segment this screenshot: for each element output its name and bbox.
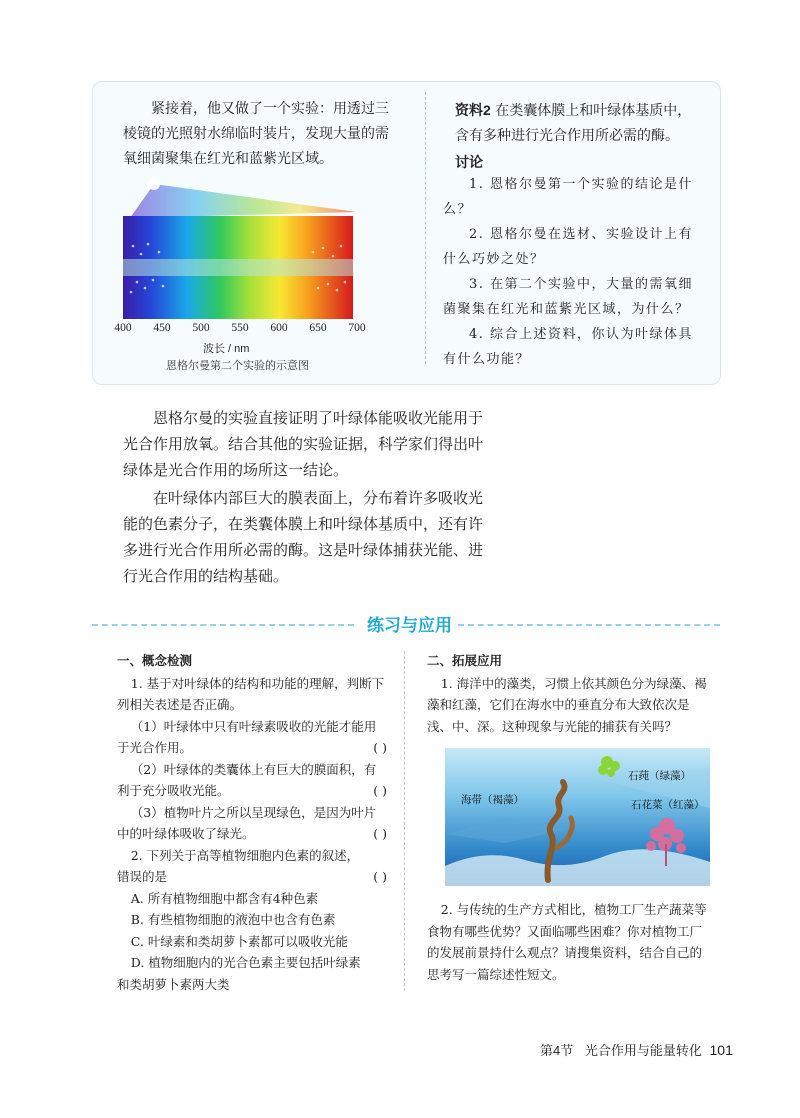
- experiment-text: [123, 97, 389, 172]
- statement-1-line2: 于光合作用。 ( ): [117, 737, 387, 759]
- prism-light-illustration: [130, 172, 360, 220]
- tick-label: 450: [153, 322, 171, 334]
- discussion-question: 1. 恩格尔曼第一个实验的结论是什么？: [443, 177, 694, 217]
- extension-question-1: 1. 海洋中的藻类，习惯上依其颜色分为绿藻、褐藻和红藻，它们在海水中的垂直分布大致依次是浅、中、深。这种现象与光能的捕获有关吗？: [427, 675, 707, 734]
- discussion-question: 4. 综合上述资料，你认为叶绿体具有什么功能？: [443, 327, 694, 367]
- option-d: D. 植物细胞内的光合色素主要包括叶绿素: [130, 955, 361, 970]
- wavelength-axis-label: 波长 / nm: [203, 343, 250, 355]
- footer-title: 光合作用与能量转化: [584, 1043, 702, 1058]
- question-2-line1: 2. 下列关于高等植物细胞内色素的叙述，: [130, 847, 360, 863]
- statement-3-line2: 中的叶绿体吸收了绿光。 ( ): [117, 823, 387, 845]
- discussion-title: 讨论: [455, 154, 483, 170]
- answer-blank[interactable]: ( ): [373, 783, 387, 798]
- section-divider-right: [458, 624, 720, 626]
- tick-label: 700: [348, 322, 366, 334]
- page-number: 101: [709, 1042, 733, 1058]
- resource-text: 在类囊体膜上和叶绿体基质中，含有多种进行光合作用所必需的酶。: [455, 103, 692, 144]
- extension-question-2: 2. 与传统的生产方式相比，植物工厂生产蔬菜等食物有哪些优势？又面临哪些困难？你对植物工厂的发展前景持什么观点？请搜集资料，结合自己的思考写一篇综述性短文。: [427, 902, 707, 982]
- section-title: 练习与应用: [361, 611, 458, 636]
- statement-2-line2: 利于充分吸收光能。 ( ): [117, 780, 387, 802]
- extension-question-2-block: [427, 899, 711, 985]
- statement-2-line1: （2）叶绿体的类囊体上有巨大的膜面积，有: [130, 761, 377, 777]
- page-footer: [540, 1040, 733, 1059]
- discussion-question: 2. 恩格尔曼在选材、实验设计上有什么巧妙之处？: [443, 227, 694, 267]
- answer-blank[interactable]: ( ): [373, 869, 387, 884]
- resource-2: [455, 98, 693, 149]
- resource-label: 资料2: [455, 102, 491, 118]
- column-divider: [404, 651, 406, 991]
- box-divider: [425, 92, 427, 364]
- red-algae-label: 石花菜（红藻）: [631, 799, 705, 811]
- extension-column: [427, 651, 711, 737]
- body-paragraph: 在叶绿体内部巨大的膜表面上，分布着许多吸收光能的色素分子，在类囊体膜上和叶绿体基质中，还有许多进行光合作用所必需的酶。这是叶绿体捕获光能、进行光合作用的结构基础。: [123, 489, 484, 585]
- body-paragraph: 恩格尔曼的实验直接证明了叶绿体能吸收光能用于光合作用放氧。结合其他的实验证据，科学家们得出叶绿体是光合作用的场所这一结论。: [123, 409, 484, 479]
- statement-3-line1: （3）植物叶片之所以呈现绿色，是因为叶片: [130, 804, 377, 820]
- discussion-questions: [443, 172, 701, 372]
- body-text: [123, 405, 493, 589]
- brown-algae-label: 海带（褐藻）: [461, 794, 524, 806]
- experiment-paragraph: 紧接着，他又做了一个实验：用透过三棱镜的光照射水绵临时装片，发现大量的需氧细菌聚集在红光和蓝紫光区域。: [123, 101, 389, 167]
- section-divider-left: [92, 624, 354, 626]
- question-2-line2: 错误的是 ( ): [117, 866, 387, 888]
- algae-ocean-image: [445, 748, 710, 886]
- footer-section: 第4节: [540, 1043, 574, 1058]
- tick-label: 600: [270, 322, 288, 334]
- answer-blank[interactable]: ( ): [373, 826, 387, 841]
- green-algae-label: 石莼（绿藻）: [628, 770, 691, 782]
- discussion-question: 3. 在第二个实验中，大量的需氧细菌聚集在红光和蓝紫光区域，为什么？: [443, 277, 694, 317]
- spectrum-image: [123, 216, 353, 319]
- concept-check-heading: 一、概念检测: [117, 654, 193, 668]
- tick-label: 550: [231, 322, 249, 334]
- figure-caption: 恩格尔曼第二个实验的示意图: [166, 360, 309, 372]
- concept-check-column: [117, 651, 387, 995]
- option-d-continued: 和类胡萝卜素两大类: [117, 976, 230, 992]
- tick-label: 650: [309, 322, 327, 334]
- tick-label: 400: [114, 322, 132, 334]
- option-a: A. 所有植物细胞中都含有4种色素: [130, 890, 319, 906]
- option-c: C. 叶绿素和类胡萝卜素都可以吸收光能: [130, 933, 348, 949]
- answer-blank[interactable]: ( ): [373, 740, 387, 755]
- option-b: B. 有些植物细胞的液泡中也含有色素: [130, 912, 336, 927]
- question-1: 1. 基于对叶绿体的结构和功能的理解，判断下列相关表述是否正确。: [117, 675, 385, 712]
- tick-label: 500: [192, 322, 210, 334]
- statement-1-line1: （1）叶绿体中只有叶绿素吸收的光能才能用: [130, 718, 377, 734]
- extension-heading: 二、拓展应用: [427, 654, 503, 668]
